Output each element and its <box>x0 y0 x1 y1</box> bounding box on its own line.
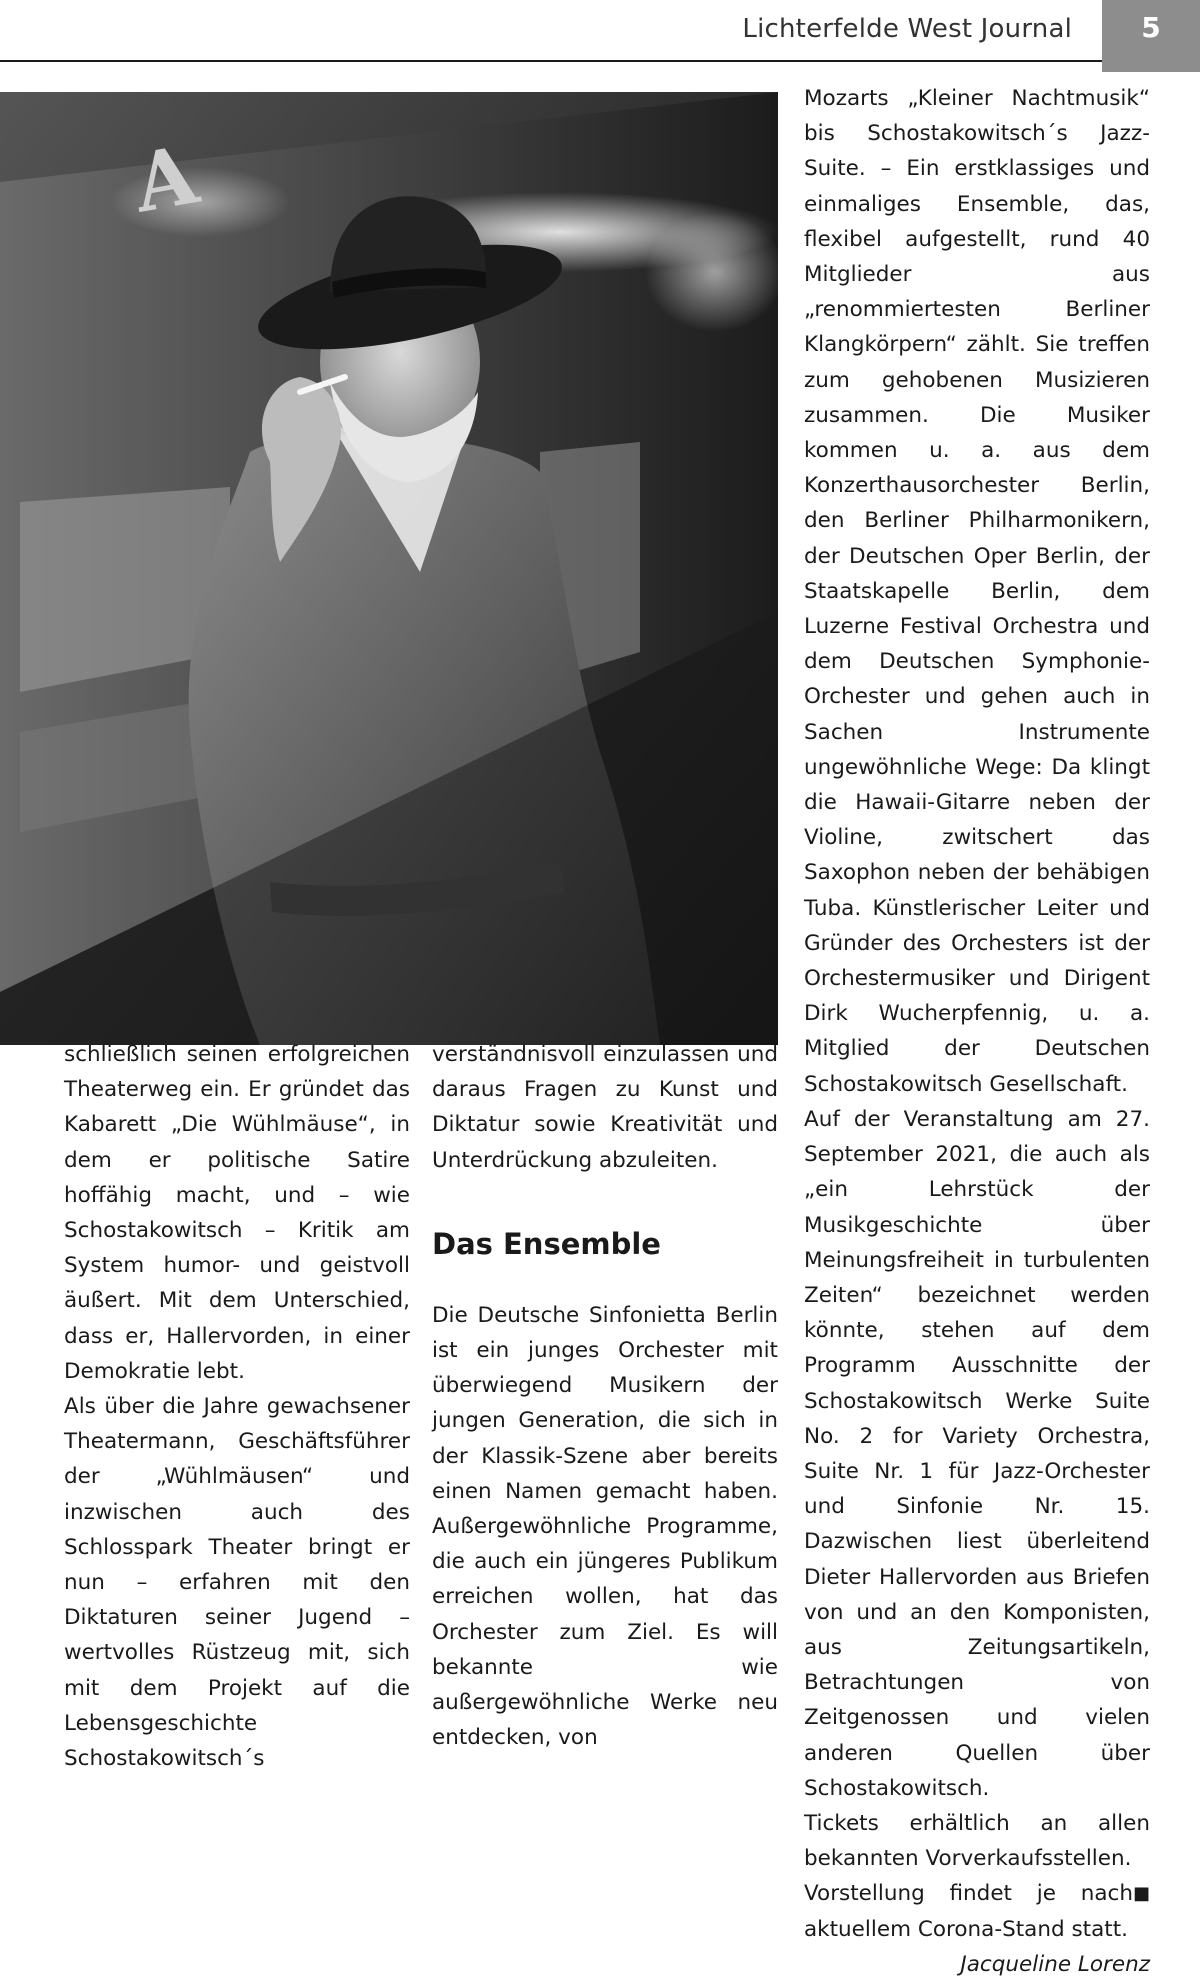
journal-title: Lichterfelde West Journal <box>742 14 1072 44</box>
photo-man-at-train <box>0 92 778 1045</box>
page-number: 5 <box>1141 11 1161 44</box>
paragraph-text: Vorstellung findet je nach aktuellem Corona-Stand statt. <box>804 1881 1133 1942</box>
paragraph: Die Deutsche Sinfonietta Berlin ist ein junges Orchester mit überwiegend Musikern der jungen Generation, die sich in der Klassik-Szene aber bereits einen Namen gemacht haben. Außergewöhnliche Programme, die auch ein jüngeres Publikum erreichen wollen, hat das Orchester zum Ziel. Es will bekannte wie außergewöhnliche Werke neu entdecken, von <box>432 1302 778 1751</box>
paragraph: schließlich seinen erfolgreichen Theaterweg ein. Er gründet das Kabarett „Die Wühlmäuse“, in dem er politische Satire hoffähig macht, und – wie Schostakowitsch – Kritik am System humor- und geistvoll äußert. Mit dem Unterschied, dass er, Hallervorden, in einer Demokratie lebt. <box>64 1042 410 1384</box>
paragraph <box>804 1876 1150 1946</box>
author-name: Jacqueline Lorenz <box>960 1951 1150 1977</box>
text-column-2 <box>432 1037 778 1755</box>
paragraph: Auf der Veranstaltung am 27. September 2021, die auch als „ein Lehrstück der Musikgeschichte über Meinungsfreiheit in turbulenten Zeiten“ bezeichnet werden könnte, stehen auf dem Programm Ausschnitte der Schostakowitsch Werke Suite No. 2 for Variety Orchestra, Suite Nr. 1 für Jazz-Orchester und Sinfonie Nr. 15. Dazwischen liest überleitend Dieter Hallervorden aus Briefen von und an den Komponisten, aus Zeitungsartikeln, Betrachtungen von Zeitgenossen und vielen anderen Quellen über Schostakowitsch. <box>804 1106 1150 1801</box>
text-column-3 <box>804 81 1150 1982</box>
page-number-tab <box>1102 0 1200 72</box>
photo-illustration <box>0 92 778 1045</box>
end-mark-icon: ■ <box>1132 1883 1150 1905</box>
paragraph: verständnisvoll einzulassen und daraus Fragen zu Kunst und Diktatur sowie Kreativität und Unterdrückung abzuleiten. <box>432 1042 778 1173</box>
paragraph: Tickets erhältlich an allen bekannten Vorverkaufsstellen. <box>804 1810 1150 1872</box>
text-column-1 <box>64 1037 410 1776</box>
header-rule <box>0 60 1102 62</box>
sign-letter: A <box>126 127 205 231</box>
paragraph: Mozarts „Kleiner Nachtmusik“ bis Schostakowitsch´s Jazz-Suite. – Ein erstklassiges und einmaliges Ensemble, das, flexibel aufgestellt, rund 40 Mitglieder aus „renommiertesten Berliner Klangkörpern“ zählt. Sie treffen zum gehobenen Musizieren zusammen. Die Musiker kommen u. a. aus dem Konzerthausorchester Berlin, den Berliner Philharmonikern, der Deutschen Oper Berlin, der Staatskapelle Berlin, dem Luzerne Festival Orchestra und dem Deutschen Symphonie-Orchester und gehen auch in Sachen Instrumente ungewöhnliche Wege: Da klingt die Hawaii-Gitarre neben der Violine, zwitschert das Saxophon neben der behäbigen Tuba. Künstlerischer Leiter und Gründer des Orchesters ist der Orchestermusiker und Dirigent Dirk Wucherpfennig, u. a. Mitglied der Deutschen Schostakowitsch Gesellschaft. <box>804 86 1150 1097</box>
paragraph: Als über die Jahre gewachsener Theatermann, Geschäftsführer der „Wühlmäusen“ und inzwischen auch des Schlosspark Theater bringt er nun – erfahren mit den Diktaturen seiner Jugend – wertvolles Rüstzeug mit, sich mit dem Projekt auf die Lebensgeschichte Schostakowitsch´s <box>64 1394 410 1772</box>
section-heading-ensemble: Das Ensemble <box>432 1226 661 1261</box>
